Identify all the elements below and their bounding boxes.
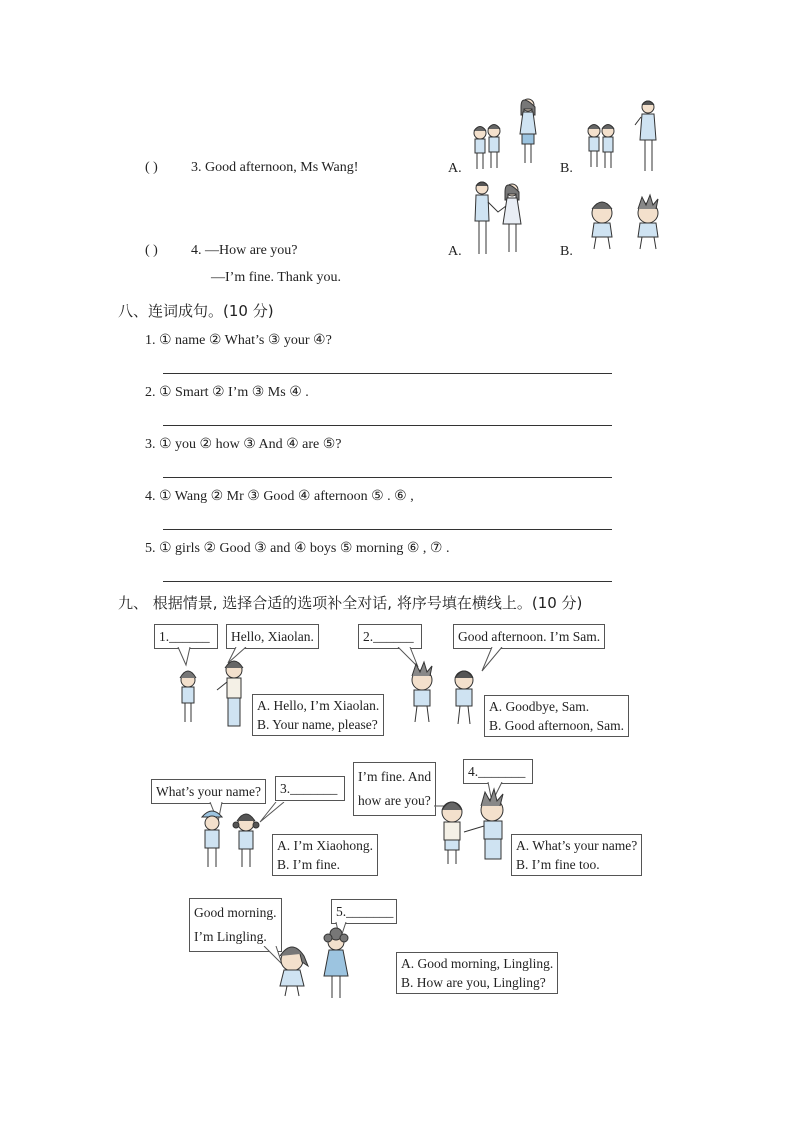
scene2-option-a[interactable]: A. Goodbye, Sam.	[489, 699, 590, 714]
part8-item-3: 3. ① you ② how ③ And ④ are ⑤?	[145, 437, 342, 452]
scene4-children-picture	[436, 790, 512, 868]
scene3-blank[interactable]: 3._______	[275, 776, 345, 801]
part8-answer-line-1[interactable]	[163, 373, 612, 374]
scene3-option-a[interactable]: A. I’m Xiaohong.	[277, 838, 373, 853]
scene4-option-b[interactable]: B. I’m fine too.	[516, 857, 600, 872]
scene5-bubble-line1: Good morning.	[194, 905, 277, 920]
scene4-blank[interactable]: 4._______	[463, 759, 533, 784]
scene1-blank[interactable]: 1.______	[154, 624, 218, 649]
scene5-option-a[interactable]: A. Good morning, Lingling.	[401, 956, 554, 971]
scene3-bubble: What’s your name?	[151, 779, 266, 804]
scene4-bubble-line2: how are you?	[358, 793, 431, 808]
scene1-children-picture	[172, 658, 252, 730]
scene5-options	[396, 952, 558, 994]
scene4-bubble	[353, 762, 436, 816]
scene3-options	[272, 834, 378, 876]
part8-answer-line-2[interactable]	[163, 425, 612, 426]
part8-item-1: 1. ① name ② What’s ③ your ④?	[145, 333, 332, 348]
scene5-option-b[interactable]: B. How are you, Lingling?	[401, 975, 546, 990]
scene4-bubble-line1: I’m fine. And	[358, 769, 432, 784]
part8-item-2: 2. ① Smart ② I’m ③ Ms ④ .	[145, 385, 309, 400]
q4-option-b-label[interactable]: B.	[560, 244, 573, 259]
q3-text: 3. Good afternoon, Ms Wang!	[191, 160, 359, 175]
q3-option-b-picture[interactable]	[584, 95, 664, 177]
scene4-option-a[interactable]: A. What’s your name?	[516, 838, 638, 853]
scene2-options	[484, 695, 629, 737]
scene5-girls-picture	[272, 930, 362, 1002]
q4-option-a-picture[interactable]	[470, 180, 530, 260]
scene3-children-picture	[196, 805, 268, 873]
q4-line2: —I’m fine. Thank you.	[211, 270, 341, 285]
q4-text: 4. —How are you?	[191, 243, 298, 258]
q3-option-a-picture[interactable]	[470, 95, 550, 177]
q4-option-a-label[interactable]: A.	[448, 244, 462, 259]
scene1-option-a[interactable]: A. Hello, I’m Xiaolan.	[257, 698, 380, 713]
part8-item-5: 5. ① girls ② Good ③ and ④ boys ⑤ morning ⑥ , ⑦ .	[145, 541, 450, 556]
scene2-blank[interactable]: 2.______	[358, 624, 422, 649]
part8-heading: 八、连词成句。(10 分)	[118, 302, 274, 320]
q4-option-b-picture[interactable]	[584, 195, 668, 255]
scene3-option-b[interactable]: B. I’m fine.	[277, 857, 340, 872]
part8-item-4: 4. ① Wang ② Mr ③ Good ④ afternoon ⑤ . ⑥ ,	[145, 489, 414, 504]
q4-paren[interactable]: ( )	[145, 243, 158, 258]
part8-answer-line-5[interactable]	[163, 581, 612, 582]
scene1-option-b[interactable]: B. Your name, please?	[257, 717, 378, 732]
scene1-options	[252, 694, 384, 736]
scene5-bubble-line2: I’m Lingling.	[194, 929, 267, 944]
part9-heading: 九、 根据情景, 选择合适的选项补全对话, 将序号填在横线上。(10 分)	[118, 594, 583, 612]
scene4-options	[511, 834, 642, 876]
part8-answer-line-3[interactable]	[163, 477, 612, 478]
scene2-boys-picture	[402, 662, 484, 728]
scene5-bubble	[189, 898, 282, 952]
part8-answer-line-4[interactable]	[163, 529, 612, 530]
scene2-option-b[interactable]: B. Good afternoon, Sam.	[489, 718, 624, 733]
q3-option-b-label[interactable]: B.	[560, 161, 573, 176]
q3-paren[interactable]: ( )	[145, 160, 158, 175]
q3-option-a-label[interactable]: A.	[448, 161, 462, 176]
scene1-bubble: Hello, Xiaolan.	[226, 624, 319, 649]
scene5-blank[interactable]: 5._______	[331, 899, 397, 924]
scene2-bubble: Good afternoon. I’m Sam.	[453, 624, 605, 649]
